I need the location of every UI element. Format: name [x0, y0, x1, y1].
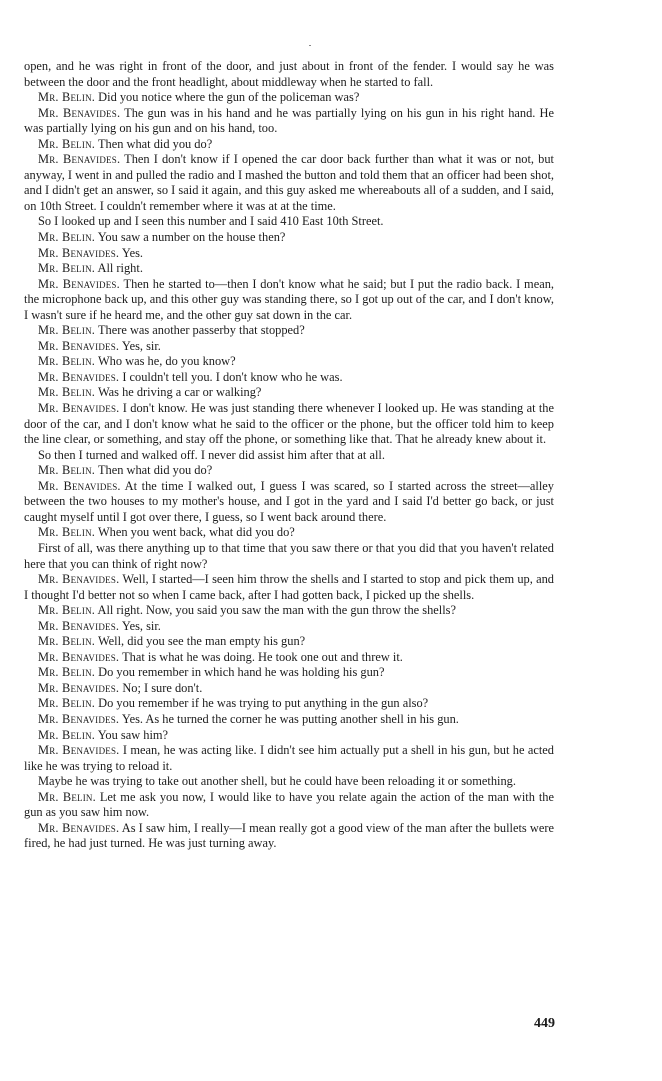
testimony-paragraph: [24, 152, 554, 214]
testimony-paragraph: [24, 137, 554, 153]
paragraph-text: I mean, he was acting like. I didn't see him actually put a shell in his gun, but he acted like he was trying to reload it.: [24, 743, 555, 773]
paragraph-text: Then what did you do?: [95, 463, 213, 478]
paragraph-text: All right.: [95, 261, 143, 276]
paragraph-text: Who was he, do you know?: [95, 354, 236, 369]
speaker-name: Mr. Belin.: [38, 261, 96, 276]
testimony-paragraph: [24, 463, 554, 479]
paragraph-text: Then what did you do?: [95, 136, 213, 151]
paragraph-text: The gun was in his hand and he was partially lying on his gun in his right hand. He was partially lying on his gun and on his hand, too.: [24, 105, 554, 136]
testimony-paragraph: [24, 603, 554, 619]
paragraph-text: So I looked up and I seen this number and I said 410 East 10th Street.: [38, 214, 384, 229]
speaker-name: Mr. Belin.: [38, 136, 96, 151]
testimony-text: [24, 59, 554, 852]
speaker-name: Mr. Benavides.: [38, 478, 121, 493]
paragraph-text: I couldn't tell you. I don't know who he was.: [119, 369, 343, 384]
paragraph-text: Yes.: [119, 245, 143, 260]
testimony-paragraph: [24, 323, 554, 339]
speaker-name: Mr. Belin.: [38, 696, 96, 711]
testimony-paragraph: [24, 743, 554, 774]
paragraph-text: Yes, sir.: [119, 618, 161, 633]
speaker-name: Mr. Benavides.: [38, 680, 120, 695]
speaker-name: Mr. Benavides.: [38, 618, 120, 633]
speaker-name: Mr. Belin.: [38, 634, 96, 649]
speaker-name: Mr. Benavides.: [38, 401, 120, 416]
paragraph-text: open, and he was right in front of the door, and just about in front of the fender. I would say he was between the door and the front headlight, about middleway when he started to fall.: [24, 59, 554, 89]
paragraph-text: Do you remember in which hand he was holding his gun?: [95, 665, 385, 680]
paragraph-text: Well, did you see the man empty his gun?: [95, 634, 306, 649]
paragraph-text: So then I turned and walked off. I never did assist him after that at all.: [38, 447, 385, 462]
speaker-name: Mr. Belin.: [38, 727, 96, 742]
testimony-paragraph: [24, 541, 554, 572]
paragraph-text: Then I don't know if I opened the car door back further than what it was or not, but anyway, I went in and pulled the radio and I mashed the button and told them that an officer had been shot, and I didn't get an answer, so I said it again, and this guy asked me whereabouts all of a sudden, and I said, on 10th Street. I couldn't remember where it was at at the time.: [24, 152, 554, 213]
testimony-paragraph: [24, 448, 554, 464]
testimony-paragraph: [24, 525, 554, 541]
speaker-name: Mr. Benavides.: [38, 369, 120, 384]
paragraph-text: At the time I walked out, I guess I was scared, so I started across the street—alley between the two houses to my mother's house, and I got in the yard and I said I'd better go back, or just caught myself until I got over there, I guess, so I went back around there.: [24, 478, 554, 524]
speaker-name: Mr. Belin.: [38, 789, 96, 804]
speaker-name: Mr. Belin.: [38, 525, 96, 540]
paragraph-text: Maybe he was trying to take out another shell, but he could have been reloading it or something.: [38, 774, 516, 789]
testimony-paragraph: [24, 106, 554, 137]
testimony-paragraph: [24, 354, 554, 370]
testimony-paragraph: [24, 90, 554, 106]
speaker-name: Mr. Belin.: [38, 463, 96, 478]
paragraph-text: That is what he was doing. He took one out and threw it.: [119, 649, 403, 664]
testimony-paragraph: [24, 246, 554, 262]
speaker-name: Mr. Belin.: [38, 354, 96, 369]
paragraph-text: Then he started to—then I don't know what he said; but I put the radio back. I mean, the microphone back up, and this other guy was standing there, so I got up out of the car, and I don't know, I wasn't sure if he heard me, and the other guy sat down in the car.: [24, 276, 554, 322]
paragraph-text: I don't know. He was just standing there whenever I looked up. He was standing at the door of the car, and I don't know what he said to the officer or the phone, but the officer told him to keep the line clear, or something, and stay off the phone, or something like that. That he already knew about it.: [24, 401, 554, 447]
testimony-paragraph: [24, 681, 554, 697]
testimony-paragraph: [24, 572, 554, 603]
speaker-name: Mr. Benavides.: [38, 649, 120, 664]
paragraph-text: Do you remember if he was trying to put anything in the gun also?: [95, 696, 429, 711]
testimony-paragraph: [24, 790, 554, 821]
speaker-name: Mr. Belin.: [38, 385, 96, 400]
paragraph-text: Yes. As he turned the corner he was putting another shell in his gun.: [119, 711, 459, 726]
scan-mark: [309, 45, 311, 46]
speaker-name: Mr. Benavides.: [38, 105, 121, 120]
paragraph-text: Yes, sir.: [119, 338, 161, 353]
paragraph-text: As I saw him, I really—I mean really got a good view of the man after the bullets were fired, he had just turned. He was just turning away.: [24, 820, 554, 851]
speaker-name: Mr. Benavides.: [38, 820, 120, 835]
testimony-paragraph: [24, 339, 554, 355]
testimony-paragraph: [24, 712, 554, 728]
paragraph-text: All right. Now, you said you saw the man with the gun throw the shells?: [95, 603, 456, 618]
testimony-paragraph: [24, 619, 554, 635]
testimony-paragraph: [24, 261, 554, 277]
speaker-name: Mr. Belin.: [38, 603, 96, 618]
speaker-name: Mr. Benavides.: [38, 743, 120, 758]
paragraph-text: Did you notice where the gun of the policeman was?: [95, 90, 360, 105]
paragraph-text: You saw a number on the house then?: [95, 230, 286, 245]
testimony-paragraph: [24, 277, 554, 324]
testimony-paragraph: [24, 821, 554, 852]
page-number: 449: [534, 1016, 555, 1031]
testimony-paragraph: [24, 634, 554, 650]
testimony-paragraph: [24, 385, 554, 401]
speaker-name: Mr. Benavides.: [38, 572, 120, 587]
testimony-paragraph: [24, 774, 554, 790]
speaker-name: Mr. Benavides.: [38, 245, 120, 260]
speaker-name: Mr. Benavides.: [38, 276, 120, 291]
paragraph-text: There was another passerby that stopped?: [95, 323, 305, 338]
testimony-paragraph: [24, 665, 554, 681]
paragraph-text: No; I sure don't.: [119, 680, 203, 695]
paragraph-text: Let me ask you now, I would like to have you relate again the action of the man with the gun as you saw him now.: [24, 789, 555, 820]
paragraph-text: Was he driving a car or walking?: [95, 385, 262, 400]
testimony-paragraph: [24, 401, 554, 448]
speaker-name: Mr. Benavides.: [38, 711, 120, 726]
paragraph-text: First of all, was there anything up to that time that you saw there or that you did that you haven't related here that you can think of right now?: [24, 540, 554, 571]
speaker-name: Mr. Belin.: [38, 90, 96, 105]
speaker-name: Mr. Belin.: [38, 230, 96, 245]
testimony-paragraph: [24, 728, 554, 744]
paragraph-text: Well, I started—I seen him throw the shells and I started to stop and pick them up, and I thought I'd better not so when I came back, after I had gotten back, I picked up the shells.: [24, 572, 554, 602]
testimony-paragraph: [24, 370, 554, 386]
testimony-paragraph: [24, 59, 554, 90]
speaker-name: Mr. Belin.: [38, 323, 96, 338]
speaker-name: Mr. Benavides.: [38, 152, 121, 167]
speaker-name: Mr. Benavides.: [38, 338, 120, 353]
testimony-paragraph: [24, 479, 554, 526]
paragraph-text: When you went back, what did you do?: [95, 525, 295, 540]
speaker-name: Mr. Belin.: [38, 665, 96, 680]
testimony-paragraph: [24, 696, 554, 712]
testimony-paragraph: [24, 650, 554, 666]
paragraph-text: You saw him?: [95, 727, 169, 742]
testimony-paragraph: [24, 214, 554, 230]
testimony-paragraph: [24, 230, 554, 246]
